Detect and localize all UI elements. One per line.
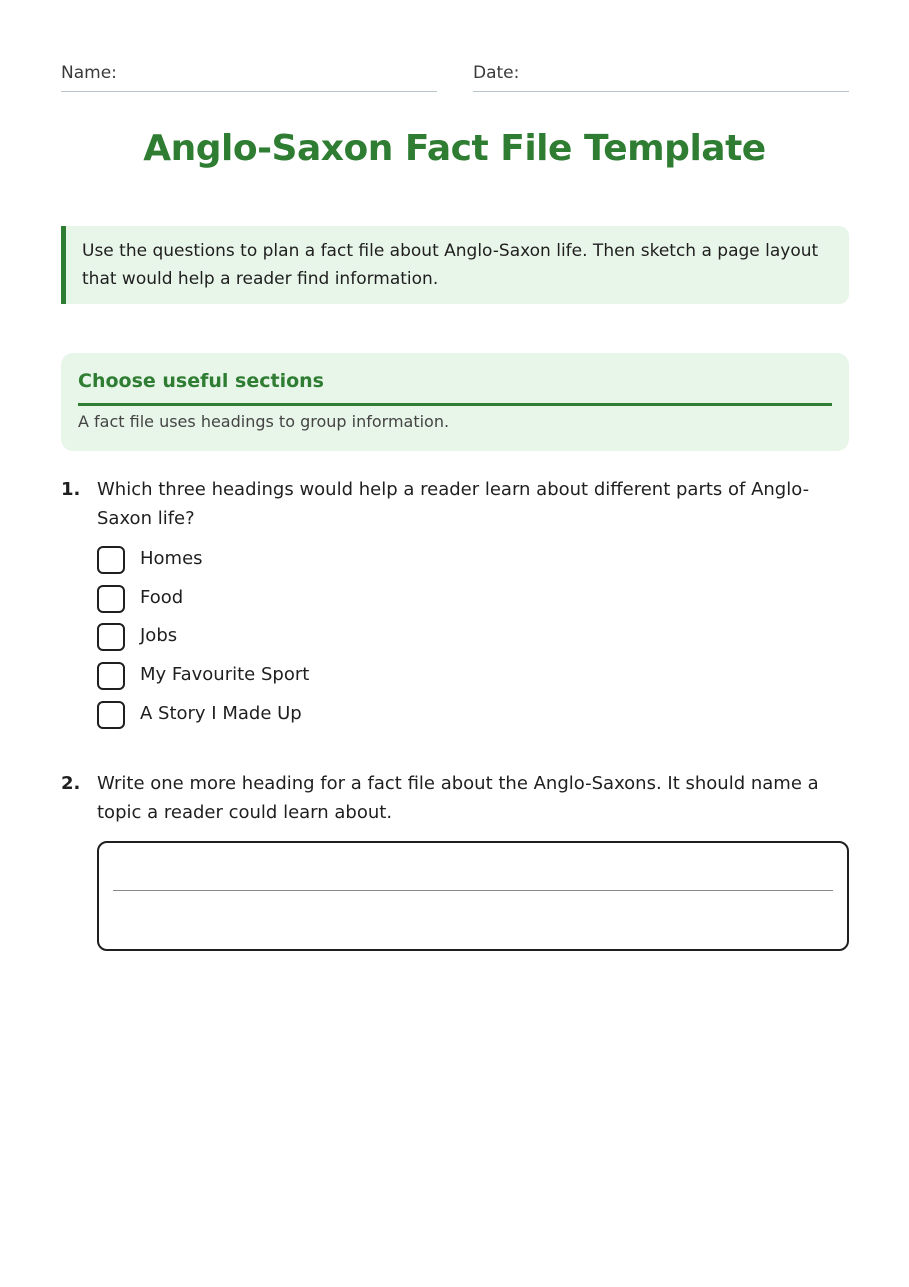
name-field[interactable] [61,62,437,92]
option-label: A Story I Made Up [140,702,302,724]
section-title: Choose useful sections [78,367,832,406]
checkbox[interactable] [97,701,125,729]
question-1-options [97,546,797,739]
option-label: Food [140,586,184,608]
option-jobs[interactable] [97,623,797,662]
option-label: Jobs [140,625,178,647]
intro-callout: Use the questions to plan a fact file about Anglo-Saxon life. Then sketch a page layout that would help a reader find information. [61,226,849,304]
section-header [61,353,849,451]
option-my-favourite-sport[interactable] [97,662,797,701]
checkbox[interactable] [97,546,125,574]
question-number: 1. [61,479,81,500]
section-description: A fact file uses headings to group information. [78,412,450,431]
name-date-row [61,62,849,92]
checkbox[interactable] [97,585,125,613]
option-label: My Favourite Sport [140,664,310,686]
option-label: Homes [140,548,203,569]
question-text: Write one more heading for a fact file about the Anglo-Saxons. It should name a topic a reader could learn about. [97,773,819,823]
option-homes[interactable] [97,546,797,585]
question-number: 2. [61,773,81,794]
question-text: Which three headings would help a reader learn about different parts of Anglo-Saxon life? [97,479,810,529]
date-label: Date: [473,63,520,83]
name-label: Name: [61,63,117,83]
checkbox[interactable] [97,623,125,651]
checkbox[interactable] [97,662,125,690]
page-title: Anglo-Saxon Fact File Template [143,128,766,169]
option-food[interactable] [97,585,797,624]
date-field[interactable] [473,62,849,92]
option-a-story-i-made-up[interactable] [97,701,797,740]
answer-box[interactable] [97,841,849,951]
answer-line [113,890,833,891]
